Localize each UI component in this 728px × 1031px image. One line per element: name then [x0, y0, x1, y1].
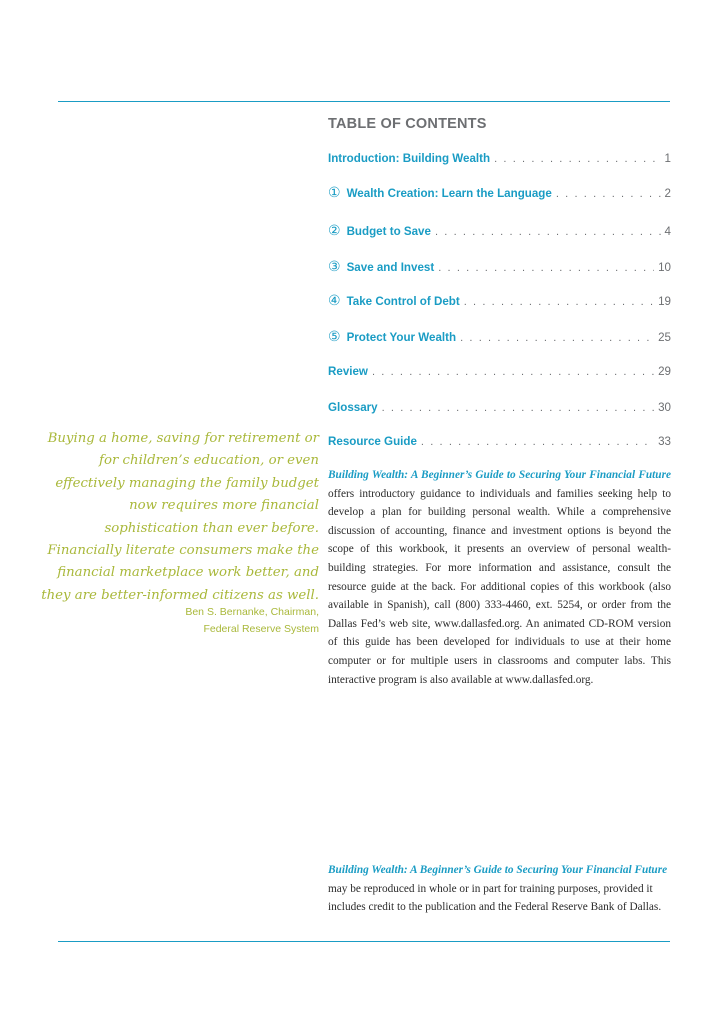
- toc-entry-save-and-invest[interactable]: [328, 258, 671, 274]
- toc-entry-take-control-of-debt[interactable]: [328, 292, 671, 308]
- toc-entry-glossary[interactable]: [328, 400, 671, 416]
- toc-entry-page: 25: [658, 331, 671, 344]
- toc-entry-page: 2: [664, 187, 671, 200]
- toc-dot-leader: [464, 294, 654, 308]
- toc-entry-page: 30: [658, 401, 671, 414]
- toc-dot-leader: [421, 434, 654, 450]
- reproduction-notice: [328, 861, 671, 917]
- toc-entry-page: 29: [658, 365, 671, 378]
- toc-dot-leader: [460, 330, 654, 344]
- toc-entry-label: Resource Guide: [328, 435, 417, 448]
- attribution-org: Federal Reserve System: [203, 623, 319, 635]
- publication-description: [328, 466, 671, 689]
- toc-entry-wealth-creation[interactable]: [328, 184, 671, 200]
- toc-dot-leader: [435, 224, 661, 238]
- publication-title: Building Wealth: A Beginner’s Guide to Securing Your Financial Future: [328, 469, 671, 481]
- toc-entry-page: 19: [658, 295, 671, 308]
- toc-entry-review[interactable]: [328, 364, 671, 380]
- toc-entry-label: Protect Your Wealth: [346, 331, 457, 344]
- toc-entry-introduction[interactable]: [328, 151, 671, 167]
- quote-attribution: [140, 604, 319, 638]
- circled-five-icon: ⑤: [328, 328, 341, 344]
- circled-one-icon: ①: [328, 184, 341, 200]
- bottom-rule: [58, 941, 670, 942]
- attribution-name: Ben S. Bernanke, Chairman,: [185, 606, 319, 618]
- toc-entry-label: Wealth Creation: Learn the Language: [346, 187, 552, 200]
- publication-title: Building Wealth: A Beginner’s Guide to Securing Your Financial Future: [328, 864, 668, 876]
- toc-dot-leader: [372, 364, 654, 380]
- toc-entry-protect-your-wealth[interactable]: [328, 328, 671, 344]
- reproduction-body: may be reproduced in whole or in part for training purposes, provided it includes credit to the publication and the Federal Reserve Bank of Dallas.: [328, 882, 662, 914]
- toc-dot-leader: [382, 400, 654, 416]
- toc-entry-budget-to-save[interactable]: [328, 222, 671, 238]
- toc-title: TABLE OF CONTENTS: [328, 116, 487, 132]
- toc-entry-label: Budget to Save: [346, 225, 431, 238]
- toc-entry-label: Glossary: [328, 401, 378, 414]
- pull-quote: Buying a home, saving for retirement or for children’s education, or even effectively managing the family budget now requires more financial sophistication than ever before. Financially literate consumers make the financial marketplace work better, and they are better-informed citizens as well.: [41, 431, 319, 603]
- toc-dot-leader: [556, 186, 661, 200]
- toc-entry-page: 10: [658, 261, 671, 274]
- toc-entry-page: 33: [658, 435, 671, 448]
- circled-two-icon: ②: [328, 222, 341, 238]
- top-rule: [58, 101, 670, 102]
- toc-dot-leader: [438, 260, 654, 274]
- toc-dot-leader: [494, 151, 660, 167]
- toc-entry-page: 4: [664, 225, 671, 238]
- description-body: offers introductory guidance to individuals and families seeking help to develop a plan for building personal wealth. While a comprehensive discussion of accounting, finance and investment options is beyond the scope of this workbook, it presents an overview of personal wealth-building strategies. For more information and assistance, consult the resource guide at the back. For additional copies of this workbook (also available in Spanish), call (800) 333-4460, ext. 5254, or order from the Dallas Fed’s web site, www.dallasfed.org. An animated CD-ROM version of this guide has been developed for individuals to use at their home computer or for multiple users in classrooms and computer labs. This interactive program is also available at www.dallasfed.org.: [328, 487, 671, 686]
- toc-entry-label: Introduction: Building Wealth: [328, 152, 491, 165]
- circled-four-icon: ④: [328, 292, 341, 308]
- toc-entry-resource-guide[interactable]: [328, 434, 671, 450]
- toc-entry-page: 1: [664, 152, 671, 165]
- circled-three-icon: ③: [328, 258, 341, 274]
- toc-entry-label: Review: [328, 365, 368, 378]
- toc-entry-label: Take Control of Debt: [346, 295, 460, 308]
- toc-entry-label: Save and Invest: [346, 261, 435, 274]
